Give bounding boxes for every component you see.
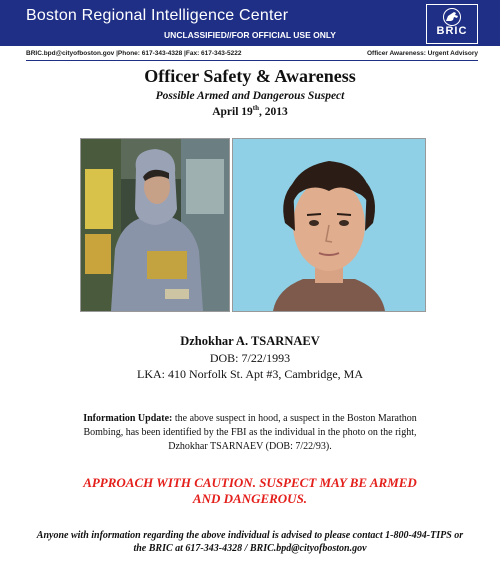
org-title: Boston Regional Intelligence Center [26,7,289,24]
suspect-dob: DOB: 7/22/1993 [209,351,291,365]
surveillance-photo-image [81,139,229,311]
suspect-last-known-address: LKA: 410 Norfolk St. Apt #3, Cambridge, MA [137,367,363,381]
date-suffix-sup: th [252,104,260,112]
contact-footer: Anyone with information regarding the above individual is advised to please contact 1-800-494-TIPS or the BRIC at 617-343-4328 / BRIC.bpd@cityofboston.gov [36,530,464,554]
bric-logo [426,4,478,44]
horse-icon [439,8,465,26]
date-prefix: April 19 [212,105,253,118]
page-title: Officer Safety & Awareness [144,66,356,86]
info-text: the above suspect in hood, a suspect in the Boston Marathon Bombing, has been identified by the FBI as the individual in the photo on the right, Dzhokhar TSARNAEV (DOB: 7/22/93). [83,413,417,452]
bulletin-date [0,104,500,118]
suspect-name: Dzhokhar A. TSARNAEV [180,334,320,348]
contact-line: BRIC.bpd@cityofboston.gov |Phone: 617-343-4328 |Fax: 617-343-5222 [26,50,242,57]
info-label: Information Update: [83,413,173,424]
advisory-label: Officer Awareness: Urgent Advisory [366,50,478,57]
surveillance-photo [80,138,230,312]
header-banner [0,0,500,46]
suspect-id-photo-image [233,139,425,311]
page-subtitle: Possible Armed and Dangerous Suspect [155,90,345,102]
caution-warning: APPROACH WITH CAUTION. SUSPECT MAY BE ARMED AND DANGEROUS. [83,475,417,506]
logo-text: BRIC [436,25,468,37]
classification-label: UNCLASSIFIED//FOR OFFICIAL USE ONLY [164,30,336,40]
suspect-id-photo [232,138,426,312]
date-year: , 2013 [259,105,288,118]
header-divider [26,60,478,61]
information-update [80,412,420,454]
